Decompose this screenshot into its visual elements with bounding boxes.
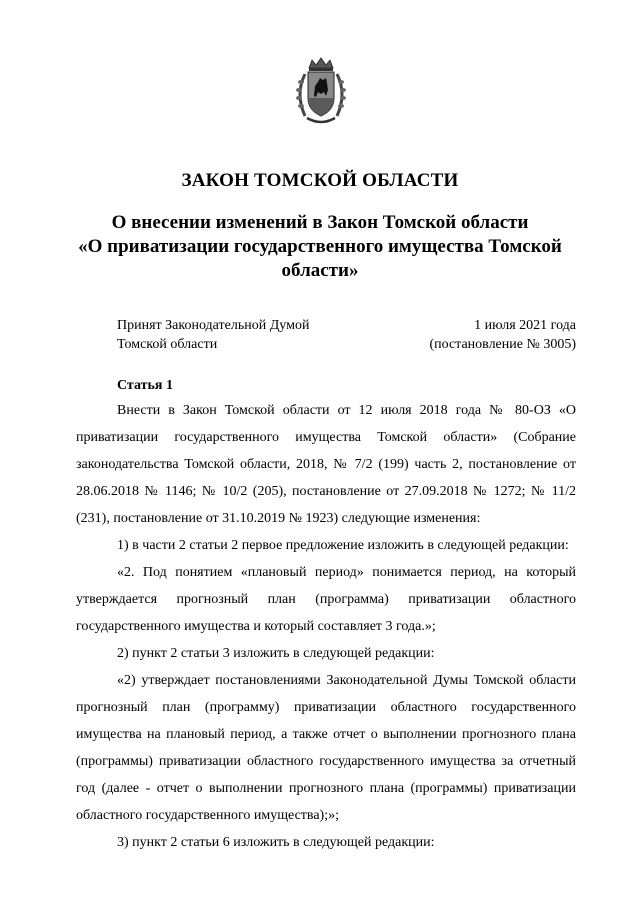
adoption-date: 1 июля 2021 года <box>474 318 576 333</box>
adopted-by-line: Принят Законодательной Думой <box>117 318 310 333</box>
paragraph: 1) в части 2 статьи 2 первое предложение изложить в следующей редакции: <box>117 538 569 553</box>
coat-of-arms-icon <box>293 56 349 128</box>
paragraph: Внести в Закон Томской области от 12 июля 2018 года № 80-ОЗ «О приватизации государственного имущества Томской области» (Собрание законодательства Томской области, 2018, № 7/2 (199) часть 2, постановление от 28.06.2018 № 1146; № 10/2 (205), постановление от 27.09.2018 № 1272; № 11/2 (231), постановление от 31.10.2019 № 1923) следующие изменения: <box>76 403 576 526</box>
adopted-by-line: Томской области <box>117 337 218 352</box>
law-subject <box>70 211 570 283</box>
paragraph: «2) утверждает постановлениями Законодательной Думы Томской области прогнозный план (программу) приватизации областного государственного имущества на плановый период, а также отчет о выполнении прогнозного плана (программы) приватизации областного государственного имущества за отчетный год (далее - отчет о выполнении прогнозного плана (программы) приватизации областного государственного имущества);»; <box>76 673 576 823</box>
law-title: ЗАКОН ТОМСКОЙ ОБЛАСТИ <box>181 170 459 191</box>
paragraph: 2) пункт 2 статьи 3 изложить в следующей редакции: <box>117 646 435 661</box>
paragraph: «2. Под понятием «плановый период» понимается период, на который утверждается прогнозный план (программа) приватизации областного государственного имущества и который составляет 3 года.»; <box>76 565 576 634</box>
article-body <box>76 397 576 856</box>
subject-line: «О приватизации государственного имущества Томской <box>78 236 562 257</box>
subject-line: области» <box>281 260 359 281</box>
paragraph: 3) пункт 2 статьи 6 изложить в следующей редакции: <box>117 835 435 850</box>
adoption-date-block <box>429 316 576 354</box>
article-heading: Статья 1 <box>117 378 173 393</box>
adopted-by <box>117 316 309 354</box>
resolution-number: (постановление № 3005) <box>429 337 576 352</box>
subject-line: О внесении изменений в Закон Томской области <box>111 212 529 233</box>
